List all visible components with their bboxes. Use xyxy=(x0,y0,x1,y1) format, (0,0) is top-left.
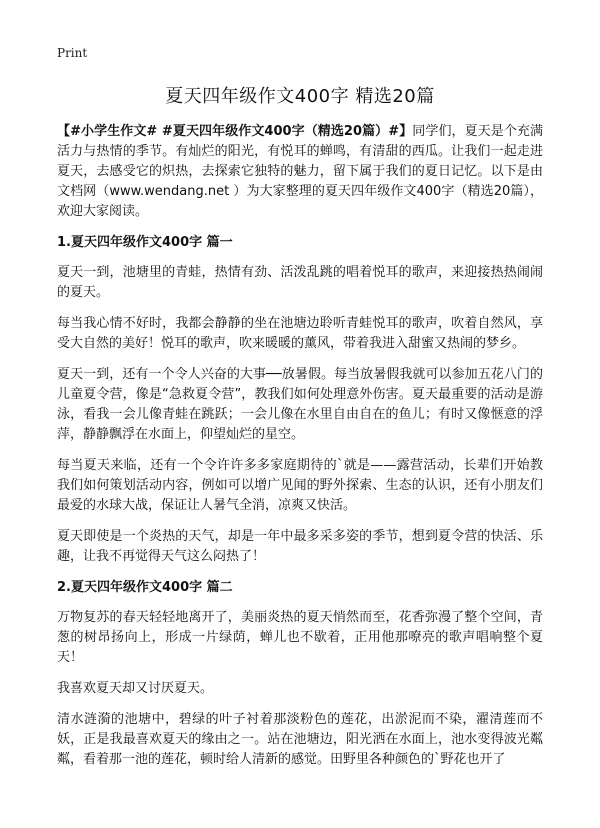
paragraph: 清水涟漪的池塘中，碧绿的叶子衬着那淡粉色的莲花，出淤泥而不染，濯清莲而不妖，正是我最喜欢夏天的缘由之一。站在池塘边，阳光洒在水面上，池水变得波光粼粼，看着那一池的莲花，顿时给人清新的感觉。田野里各种颜色的`野花也开了 xyxy=(57,712,543,767)
paragraph: 万物复苏的春天轻轻地离开了，美丽炎热的夏天悄然而至，花香弥漫了整个空间，青葱的树昂扬向上，形成一片绿荫，蝉儿也不歇着，正用他那嘹亮的歌声唱响整个夏天！ xyxy=(57,610,543,665)
article-body xyxy=(57,122,543,781)
print-link[interactable]: Print xyxy=(57,46,88,60)
paragraph: 我喜欢夏天却又讨厌夏天。 xyxy=(57,681,214,696)
paragraph: 夏天一到，池塘里的青蛙，热情有劲、活泼乱跳的唱着悦耳的歌声，来迎接热热闹闹的夏天。 xyxy=(57,265,543,300)
paragraph: 每当我心情不好时，我都会静静的坐在池塘边聆听青蛙悦耳的歌声，吹着自然风，享受大自然的美好！悦耳的歌声，吹来暖暖的薰风，带着我进入甜蜜又热闹的梦乡。 xyxy=(57,316,543,351)
intro-paragraph xyxy=(57,122,543,222)
paragraph: 每当夏天来临，还有一个令许许多多家庭期待的`就是——露营活动，长辈们开始教我们如何策划活动内容，例如可以增广见闻的野外探索、生态的认识，还有小朋友们最爱的水球大战，保证让人暑气全消，凉爽又快活。 xyxy=(57,458,543,513)
paragraph: 夏天一到，还有一个令人兴奋的大事──放暑假。每当放暑假我就可以参加五花八门的儿童夏令营，像是“急救夏令营”，教我们如何处理意外伤害。夏天最重要的活动是游泳，看我一会儿像青蛙在跳跃；一会儿像在水里自由自在的鱼儿；有时又像惬意的浮萍，静静飘浮在水面上，仰望灿烂的星空。 xyxy=(57,367,543,442)
page-title: 夏天四年级作文400字 精选20篇 xyxy=(165,86,435,107)
intro-tag: 【#小学生作文# #夏天四年级作文400字（精选20篇）#】 xyxy=(57,124,413,139)
paragraph: 夏天即使是一个炎热的天气，却是一年中最多采多姿的季节，想到夏令营的快活、乐趣，让我不再觉得天气这么闷热了！ xyxy=(57,529,543,564)
intro-text: 同学们，夏天是个充满活力与热情的季节。有灿烂的阳光，有悦耳的蝉鸣，有清甜的西瓜。让我们一起走进夏天，去感受它的炽热，去探索它独特的魅力，留下属于我们的夏日记忆。以下是由文档网（www.wendang.net ）为大家整理的夏天四年级作文400字（精选20篇），欢迎大家阅读。 xyxy=(57,124,543,219)
section-heading-2: 2.夏天四年级作文400字 篇二 xyxy=(57,580,233,595)
section-heading-1: 1.夏天四年级作文400字 篇一 xyxy=(57,235,233,250)
